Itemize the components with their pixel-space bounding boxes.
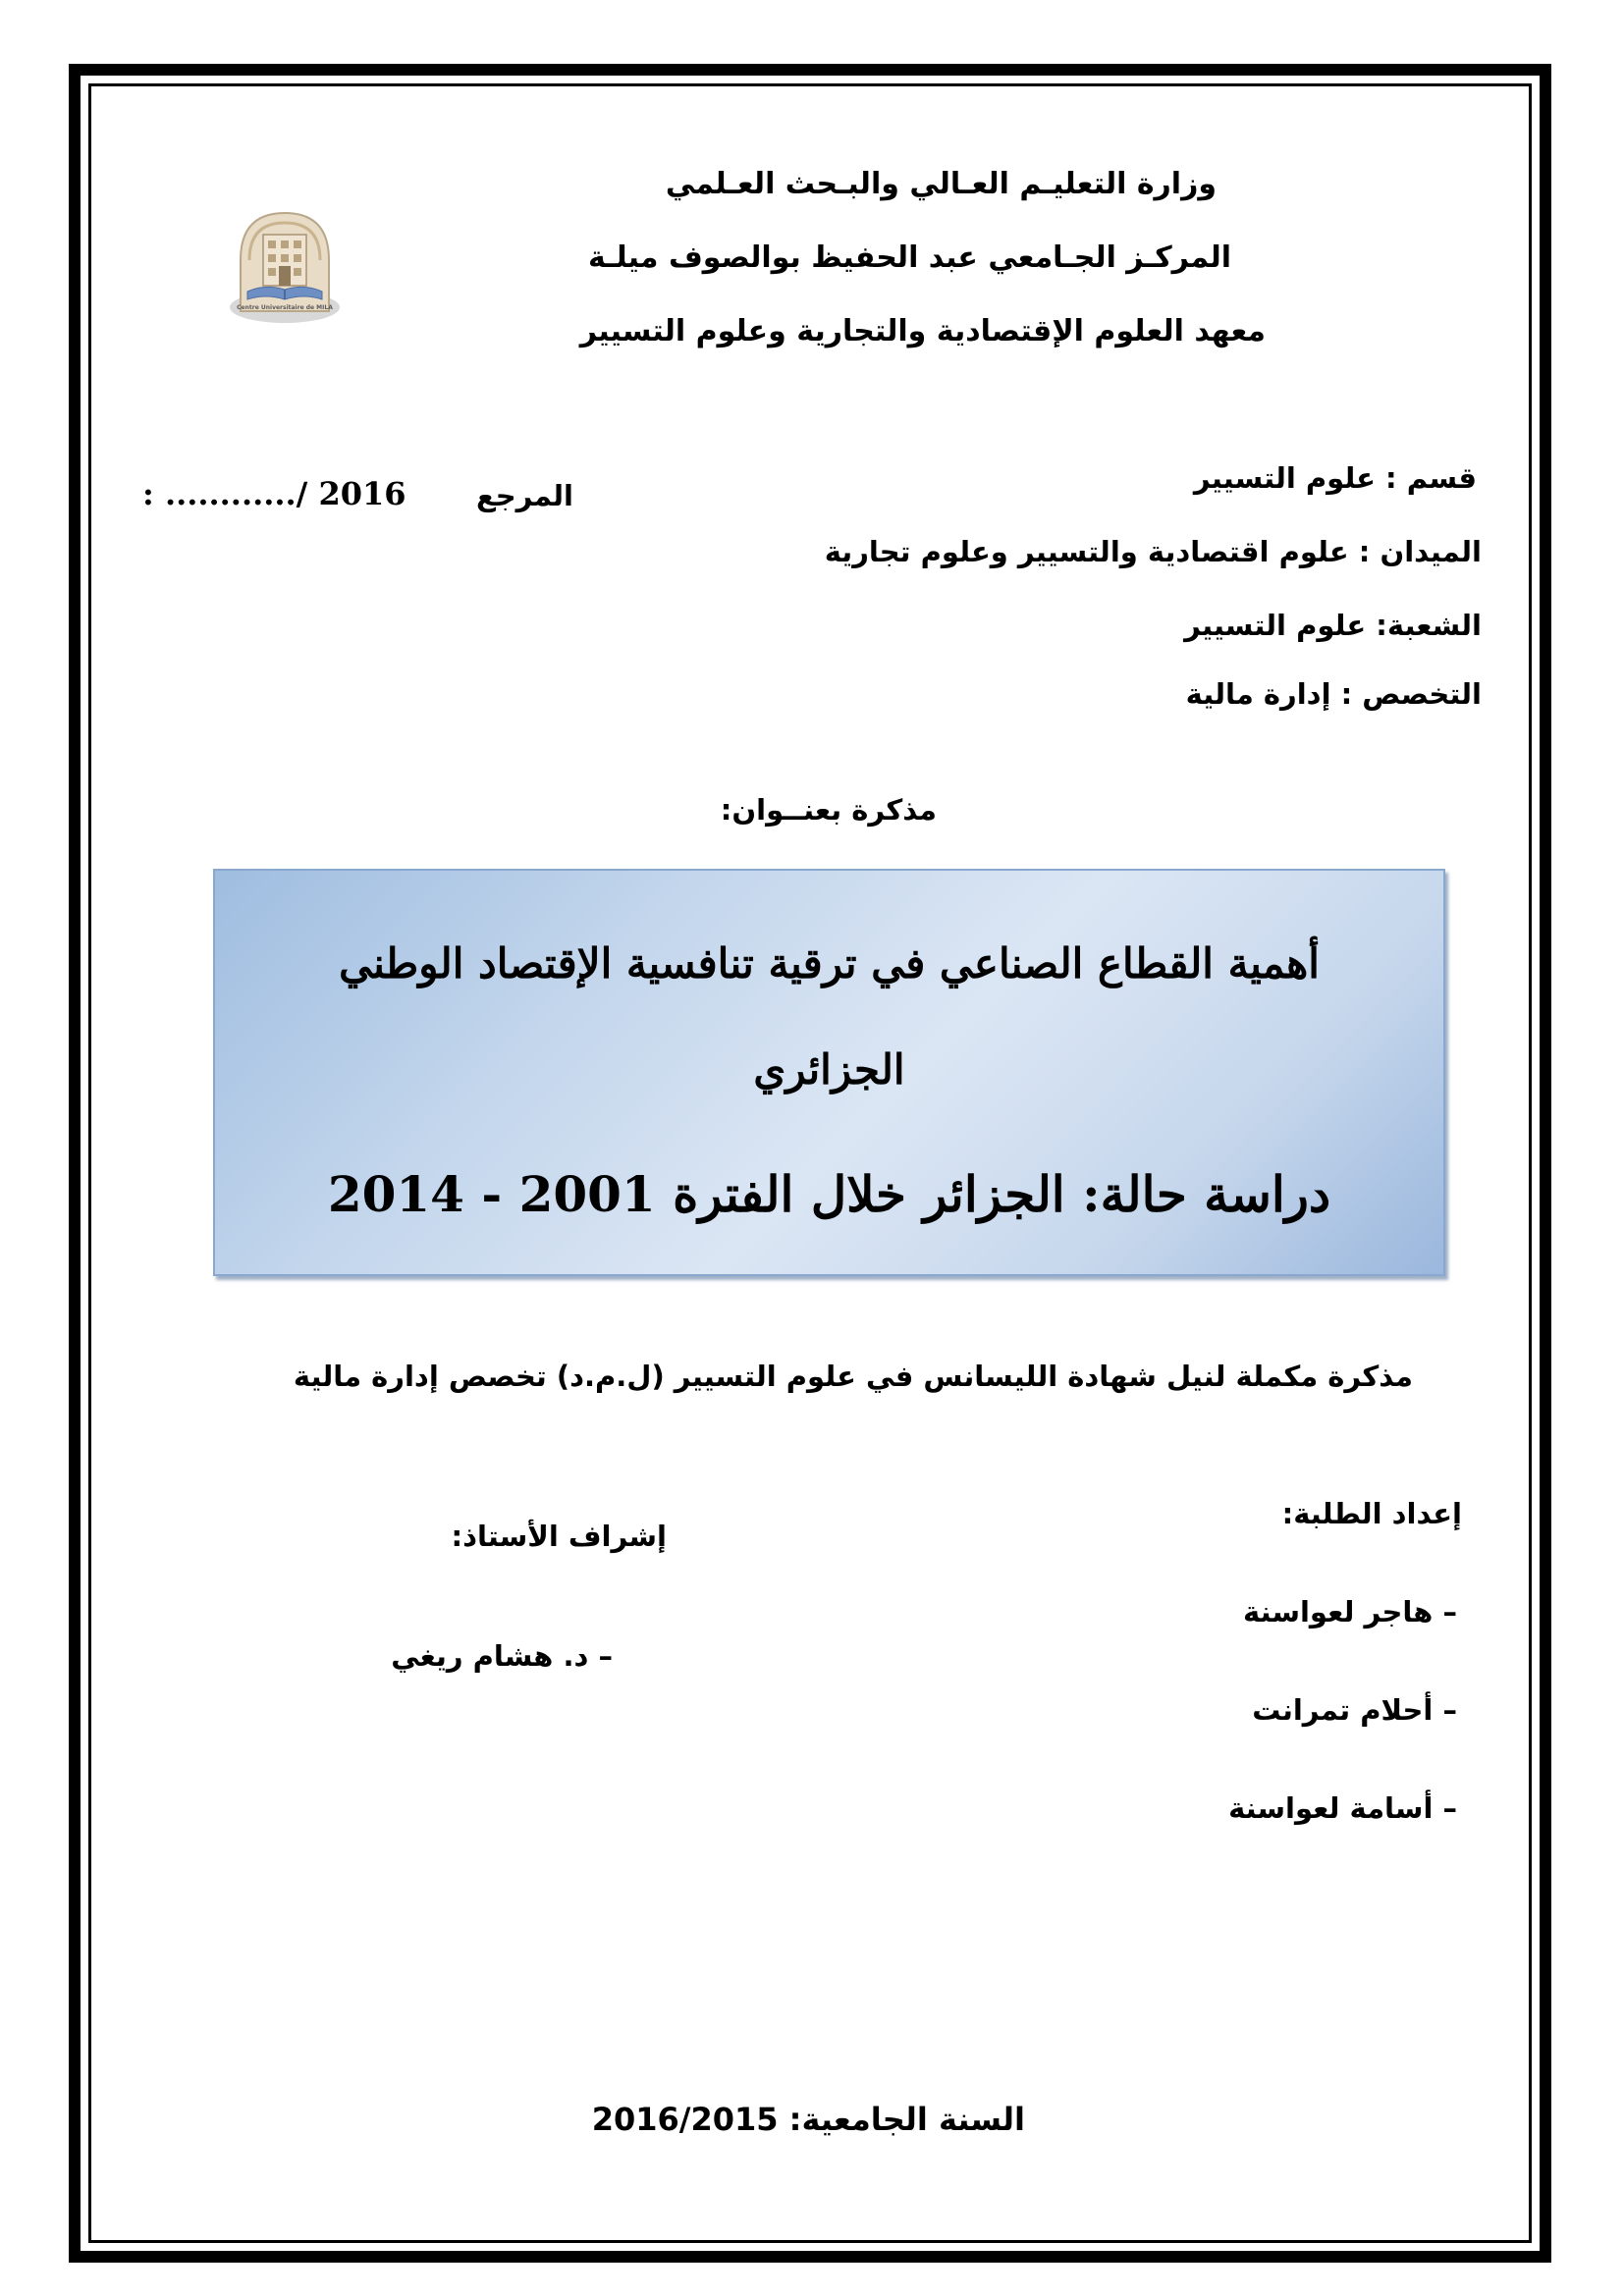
bullet-dash: – — [1433, 1791, 1457, 1825]
title-box — [213, 869, 1445, 1276]
academic-year: السنة الجامعية: 2016/2015 — [591, 2101, 1025, 2138]
department-line: قسم : علوم التسيير — [1193, 461, 1477, 495]
student-item: – هاجر لعواسنة — [1243, 1595, 1457, 1629]
memo-heading: مذكرة بعنــوان: — [720, 793, 937, 827]
bullet-dash: – — [1433, 1595, 1457, 1629]
student-item: – أسامة لعواسنة — [1228, 1791, 1457, 1825]
bullet-dash: – — [588, 1639, 613, 1673]
reference-label: المرجع — [475, 479, 573, 512]
ministry-line: وزارة التعليـم العـالي والبـحث العـلمي — [665, 167, 1217, 201]
reference-value: : ............/ 2016 — [142, 475, 406, 512]
university-logo — [226, 201, 353, 334]
field-line: الميدان : علوم اقتصادية والتسيير وعلوم تجارية — [824, 535, 1482, 568]
university-line: المركـز الجـامعي عبد الحفيظ بوالصوف ميلـة — [587, 240, 1231, 275]
title-line-1: أهمية القطاع الصناعي في ترقية تنافسية الإقتصاد الوطني — [339, 939, 1320, 988]
logo-caption: Centre Universitaire de MILA — [237, 304, 333, 311]
specialty-line: التخصص : إدارة مالية — [1185, 677, 1482, 711]
institute-line: معهد العلوم الإقتصادية والتجارية وعلوم التسيير — [579, 314, 1266, 348]
supervisor-name: – د. هشام ريغي — [391, 1639, 613, 1673]
bullet-dash: – — [1433, 1693, 1457, 1727]
supervisor-label: إشراف الأستاذ: — [451, 1520, 667, 1553]
branch-line: الشعبة: علوم التسيير — [1184, 609, 1482, 642]
students-label: إعداد الطلبة: — [1281, 1497, 1462, 1530]
title-line-3: دراسة حالة: الجزائر خلال الفترة 2001 - 2014 — [327, 1165, 1331, 1223]
title-line-2: الجزائري — [753, 1045, 905, 1094]
student-item: – أحلام تمرانت — [1252, 1693, 1457, 1727]
degree-line: مذكرة مكملة لنيل شهادة الليسانس في علوم التسيير (ل.م.د) تخصص إدارة مالية — [293, 1360, 1413, 1393]
